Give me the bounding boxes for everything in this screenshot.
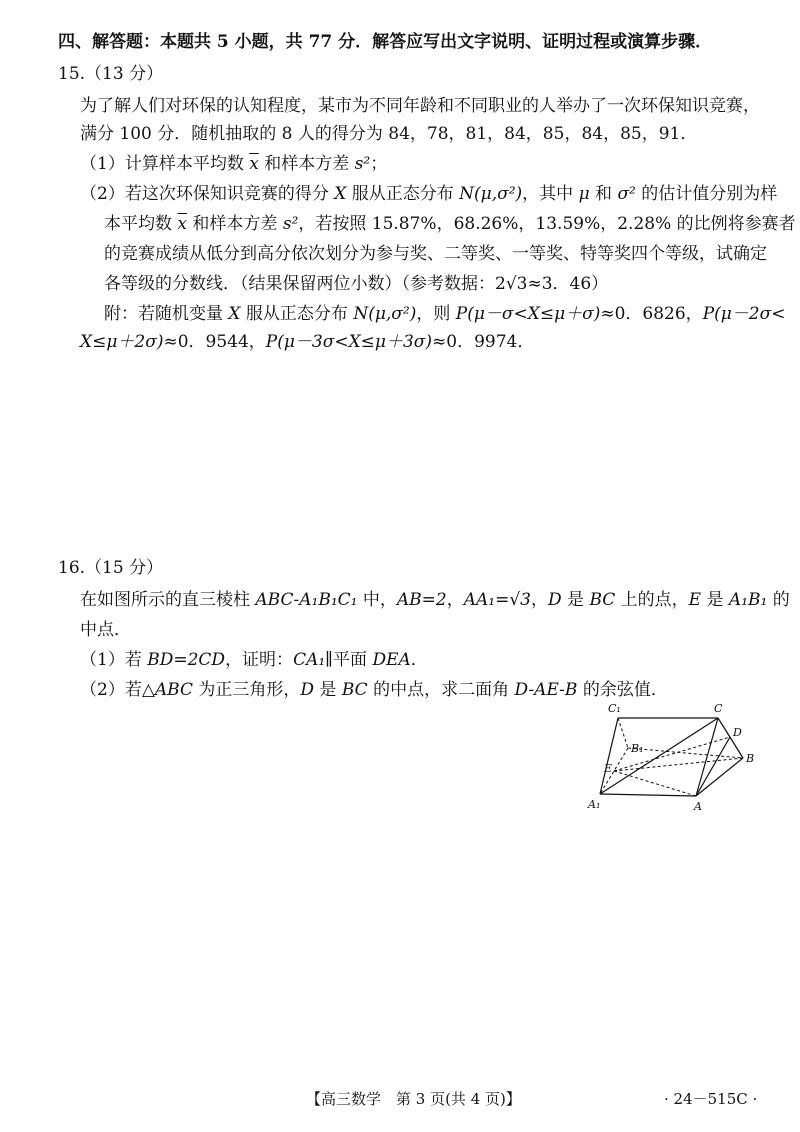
footer-page-info: 【高三数学 第 3 页(共 4 页)】 xyxy=(306,1090,521,1108)
edge-e-b xyxy=(614,758,743,771)
label-b: B xyxy=(746,752,755,765)
q15-appendix-line-1: 附：若随机变量 X 服从正态分布 N(μ,σ²)，则 P(μ－σ<X≤μ＋σ)≈0．6826，P(μ－2σ< xyxy=(104,304,786,324)
footer-code: · 24－515C · xyxy=(664,1090,758,1108)
q15-part-2-line-4: 各等级的分数线．（结果保留两位小数）（参考数据：2√3≈3．46） xyxy=(104,274,609,294)
edge-c1-b1 xyxy=(618,718,628,748)
label-a1: A₁ xyxy=(588,798,601,811)
q15-intro-line-1: 为了解人们对环保的认知程度，某市为不同年龄和不同职业的人举办了一次环保知识竞赛， xyxy=(80,96,760,116)
q15-number: 15.（13 分） xyxy=(58,64,164,84)
label-c1: C₁ xyxy=(608,702,621,715)
edge-c1-a1 xyxy=(600,718,618,794)
edge-e-a xyxy=(614,771,696,796)
q16-intro-line-1: 在如图所示的直三棱柱 ABC-A₁B₁C₁ 中，AB=2，AA₁=√3，D 是 BC 上的点，E 是 A₁B₁ 的 xyxy=(80,590,790,610)
q16-number: 16.（15 分） xyxy=(58,558,164,578)
prism-figure xyxy=(578,700,768,820)
section-header: 四、解答题：本题共 5 小题，共 77 分．解答应写出文字说明、证明过程或演算步骤． xyxy=(58,32,713,52)
q15-part-2-line-1: （2）若这次环保知识竞赛的得分 X 服从正态分布 N(μ,σ²)，其中 μ 和 σ² 的估计值分别为样 xyxy=(80,184,778,204)
q16-intro-line-2: 中点． xyxy=(80,620,131,640)
q15-appendix-line-2: X≤μ＋2σ)≈0．9544，P(μ－3σ<X≤μ＋3σ)≈0．9974． xyxy=(80,332,535,352)
label-a: A xyxy=(694,800,702,813)
q15-intro-line-2: 满分 100 分．随机抽取的 8 人的得分为 84，78，81，84，85，84，85，91． xyxy=(80,124,698,144)
q15-part-2-line-2: 本平均数 $\overline{x}$ 和样本方差 s²，若按照 15.87%，68.26%，13.59%，2.28% 的比例将参赛者 xyxy=(104,214,796,234)
q15-part-2-line-3: 的竞赛成绩从低分到高分依次划分为参与奖、二等奖、一等奖、特等奖四个等级，试确定 xyxy=(104,244,767,264)
label-e: E xyxy=(604,762,613,775)
label-c: C xyxy=(714,702,723,715)
q15-part-1: （1）计算样本平均数 $\overline{x}$ 和样本方差 s²； xyxy=(80,154,388,174)
q16-part-1: （1）若 BD=2CD，证明：CA₁∥平面 DEA． xyxy=(80,650,428,670)
q16-part-2: （2）若△ABC 为正三角形，D 是 BC 的中点，求二面角 D-AE-B 的余弦值． xyxy=(80,680,668,700)
label-b1: B₁ xyxy=(631,742,644,755)
edge-b1-b xyxy=(628,748,743,758)
edge-a-b xyxy=(696,758,743,796)
label-d: D xyxy=(733,726,742,739)
edge-a1-a xyxy=(600,794,696,796)
